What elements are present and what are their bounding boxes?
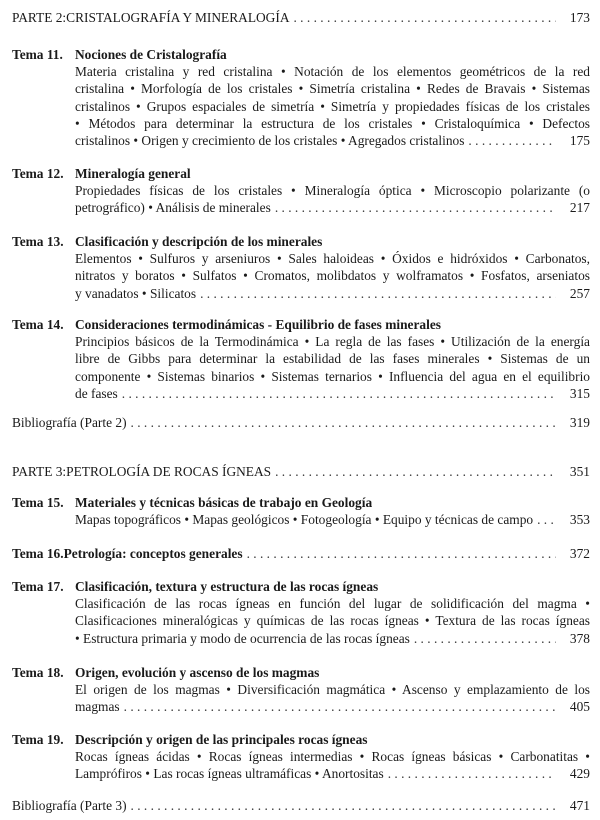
page-number: 372 (569, 546, 590, 561)
dot-leader (122, 385, 556, 402)
page-number: 173 (569, 10, 590, 25)
toc-entry-biblio (12, 797, 590, 814)
tema-topics-line: cristalina • Morfología de los cristales • Simetría cristalina • Redes de Bravais • Sistemas (75, 81, 590, 97)
dot-leader (124, 698, 556, 715)
toc-entry-tema (12, 731, 590, 783)
toc-leader-line[interactable] (75, 630, 590, 647)
tema-topics-line: libre de Gibbs para determinar la estabilidad de las fases minerales • Sistemas de un (75, 351, 590, 367)
toc-entry-tema (12, 578, 590, 647)
part-title: CRISTALOGRAFÍA Y MINERALOGÍA (66, 10, 290, 25)
tema-number: Tema 12. (12, 166, 64, 181)
dot-leader (200, 285, 556, 302)
tema-topics-line: • Estructura primaria y modo de ocurrencia de las rocas ígneas (75, 630, 410, 646)
tema-heading (12, 731, 590, 748)
toc-entry-part (12, 9, 590, 26)
tema-topics-line: Elementos • Sulfuros y arseniuros • Sales haloideas • Óxidos e hidróxidos • Carbonatos, (75, 251, 590, 267)
tema-topics-line: de fases (75, 385, 118, 401)
tema-topics-line: Rocas ígneas ácidas • Rocas ígneas intermedias • Rocas ígneas básicas • Carbonatitas • (75, 749, 590, 765)
tema-heading (12, 664, 590, 681)
toc-entry-part (12, 463, 590, 480)
toc-leader-line[interactable] (12, 545, 590, 562)
page-number: 405 (569, 699, 590, 715)
tema-topics-line: nitratos y boratos • Sulfatos • Cromatos, molibdatos y wolframatos • Fosfatos, arseniatos (75, 268, 590, 284)
tema-number: Tema 17. (12, 579, 64, 594)
tema-heading (12, 165, 590, 182)
tema-topics-line: Clasificación de las rocas ígneas en función del lugar de solidificación del magma • (75, 596, 590, 612)
page-number: 257 (569, 285, 590, 301)
dot-leader (537, 511, 556, 528)
part-label: PARTE 2: (12, 10, 67, 25)
tema-topics-line: componente • Sistemas binarios • Sistemas ternarios • Influencia del agua en el equilibrio (75, 368, 590, 384)
tema-topics-line: Principios básicos de la Termodinámica • La regla de las fases • Utilización de la energía (75, 334, 590, 350)
tema-heading (12, 316, 590, 333)
tema-title: Nociones de Cristalografía (75, 47, 227, 62)
toc-entry-tema (12, 165, 590, 217)
toc-leader-line[interactable] (75, 765, 590, 782)
tema-number: Tema 18. (12, 665, 64, 680)
tema-number: Tema 19. (12, 732, 64, 747)
tema-number: Tema 16. (12, 546, 64, 561)
toc-leader-line[interactable] (75, 385, 590, 402)
part-label: PARTE 3: (12, 464, 67, 479)
toc-leader-line[interactable] (75, 511, 590, 528)
tema-topics-line: petrográfico) • Análisis de minerales (75, 200, 271, 216)
dot-leader (131, 414, 556, 431)
toc-entry-tema-single (12, 545, 590, 562)
toc-entry-tema (12, 233, 590, 302)
dot-leader (275, 199, 556, 216)
page-number: 315 (569, 385, 590, 401)
page-number: 351 (569, 464, 590, 479)
page-number: 378 (569, 630, 590, 646)
tema-topics-line: Propiedades físicas de los cristales • Mineralogía óptica • Microscopio polarizante (o (75, 183, 590, 199)
tema-title: Materiales y técnicas básicas de trabajo en Geología (75, 495, 373, 510)
toc-entry-tema (12, 494, 590, 528)
page-number: 353 (569, 512, 590, 528)
page-number: 429 (569, 766, 590, 782)
dot-leader (275, 463, 556, 480)
toc-entry-biblio (12, 414, 590, 431)
toc-leader-line[interactable] (12, 9, 590, 26)
tema-title: Clasificación, textura y estructura de las rocas ígneas (75, 579, 379, 594)
toc-leader-line[interactable] (12, 414, 590, 431)
dot-leader (388, 765, 556, 782)
tema-topics-line: El origen de los magmas • Diversificación magmática • Ascenso y emplazamiento de los (75, 682, 590, 698)
tema-topics-line: Mapas topográficos • Mapas geológicos • Fotogeología • Equipo y técnicas de campo (75, 512, 534, 528)
toc-leader-line[interactable] (75, 698, 590, 715)
page-number: 319 (569, 415, 590, 430)
tema-heading (12, 233, 590, 250)
toc-entry-tema (12, 316, 590, 402)
tema-topics-line: Materia cristalina y red cristalina • Notación de los elementos geométricos de la red (75, 64, 590, 80)
toc-leader-line[interactable] (75, 285, 590, 302)
tema-heading (12, 578, 590, 595)
tema-topics-line: y vanadatos • Silicatos (75, 285, 197, 301)
tema-topics-line: • Métodos para determinar la estructura de los cristales • Cristaloquímica • Defectos (75, 115, 590, 131)
page-number: 175 (569, 132, 590, 148)
tema-heading (12, 494, 590, 511)
page-number: 217 (569, 200, 590, 216)
toc-entry-tema (12, 664, 590, 716)
tema-number: Tema 13. (12, 234, 64, 249)
tema-number: Tema 14. (12, 317, 64, 332)
tema-number: Tema 11. (12, 47, 63, 62)
tema-topics-line: Clasificaciones mineralógicas y químicas de las rocas ígneas • Textura de las rocas ígneas (75, 613, 590, 629)
toc-leader-line[interactable] (12, 797, 590, 814)
tema-title: Consideraciones termodinámicas - Equilibrio de fases minerales (75, 317, 441, 332)
tema-title: Petrología: conceptos generales (63, 546, 243, 561)
tema-topics-line: cristalinos • Grupos espaciales de simetría • Simetría y propiedades físicas de los cristales (75, 98, 590, 114)
toc-leader-line[interactable] (75, 132, 590, 149)
bibliography-title: Bibliografía (Parte 2) (12, 415, 127, 430)
part-title: PETROLOGÍA DE ROCAS ÍGNEAS (66, 464, 272, 479)
toc-leader-line[interactable] (75, 199, 590, 216)
tema-title: Clasificación y descripción de los minerales (75, 234, 323, 249)
toc-entry-tema (12, 46, 590, 149)
page-number: 471 (569, 798, 590, 813)
toc-leader-line[interactable] (12, 463, 590, 480)
tema-topics-line: Lamprófiros • Las rocas ígneas ultramáficas • Anortositas (75, 766, 384, 782)
dot-leader (293, 9, 556, 26)
tema-topics-line: cristalinos • Origen y crecimiento de los cristales • Agregados cristalinos (75, 132, 465, 148)
tema-heading (12, 46, 590, 63)
dot-leader (131, 797, 556, 814)
dot-leader (468, 132, 556, 149)
tema-title: Origen, evolución y ascenso de los magmas (75, 665, 320, 680)
tema-title: Descripción y origen de las principales rocas ígneas (75, 732, 368, 747)
tema-topics-line: magmas (75, 699, 120, 715)
tema-title: Mineralogía general (75, 166, 191, 181)
dot-leader (247, 545, 556, 562)
tema-number: Tema 15. (12, 495, 64, 510)
bibliography-title: Bibliografía (Parte 3) (12, 798, 127, 813)
dot-leader (414, 630, 556, 647)
